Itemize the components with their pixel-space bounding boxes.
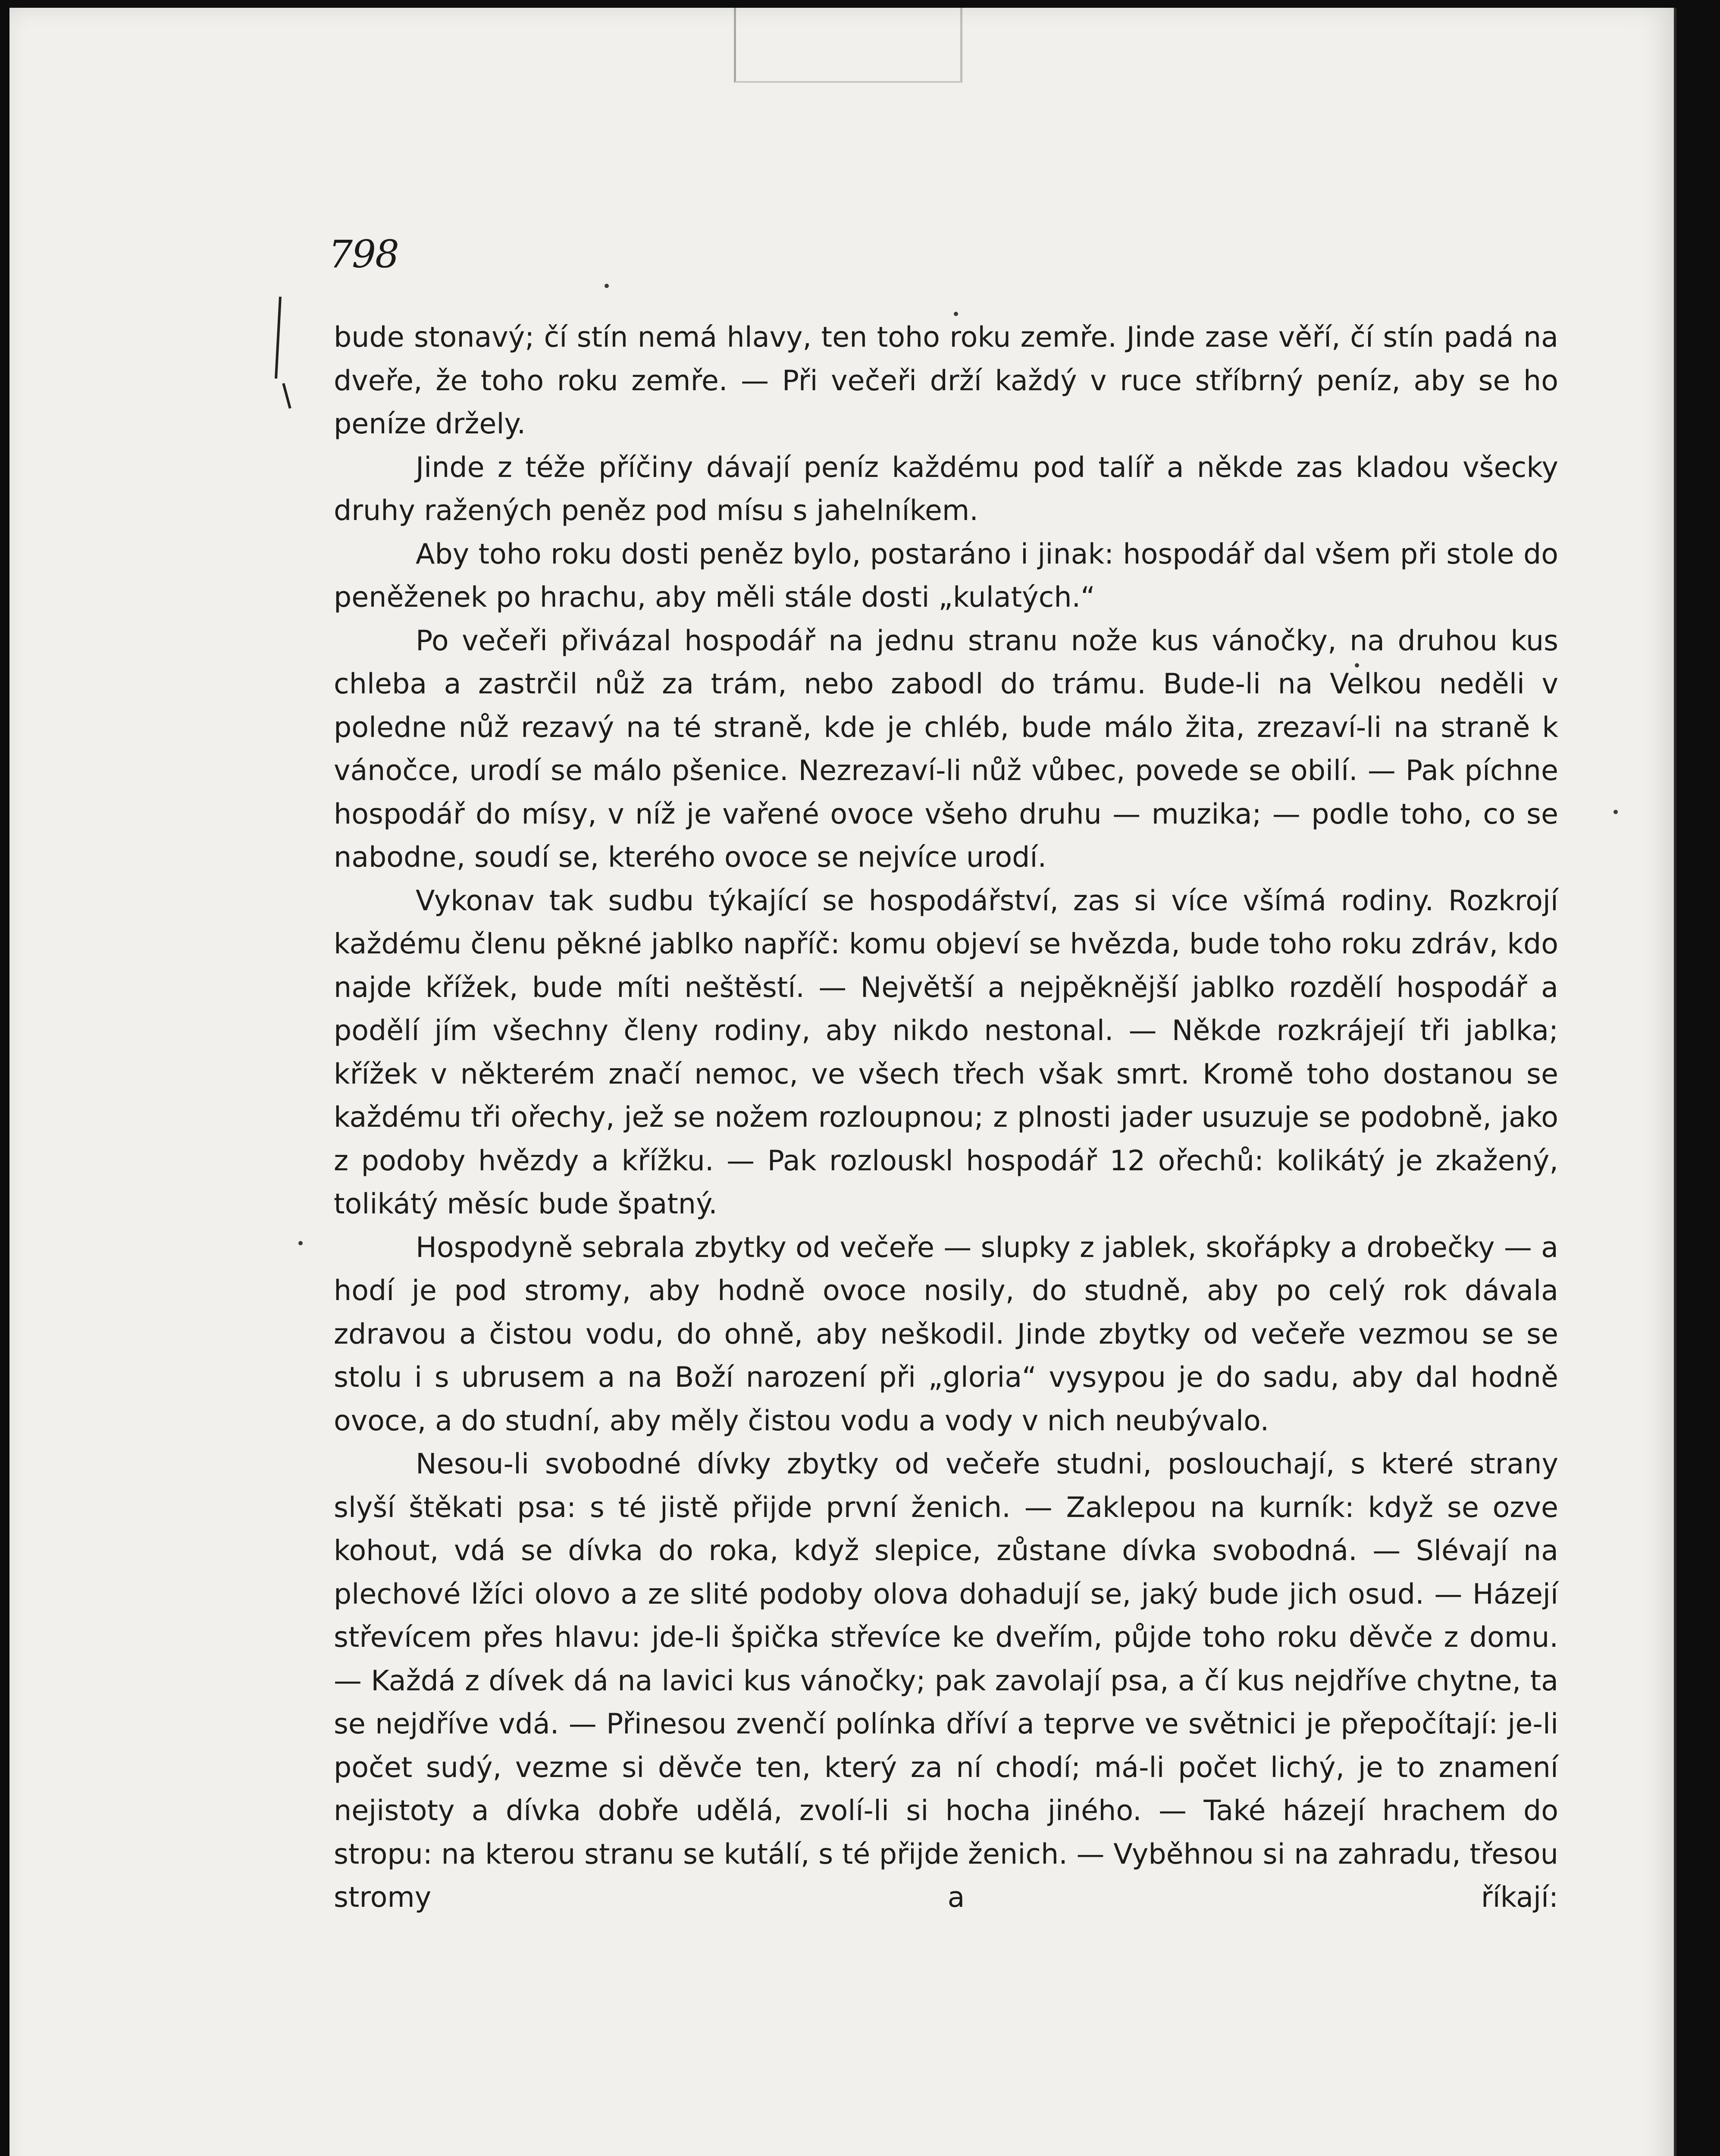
page-number: 798 [329, 232, 398, 276]
show-through-mark [734, 8, 962, 83]
paragraph: Po večeři přivázal hospodář na jednu stranu nože kus vánočky, na druhou kus chleba a zastrčil nůž za trám, nebo zabodl do trámu. Bude-li na Velkou neděli v poledne nůž rezavý na té straně, kde je chléb, bude málo žita, zrezaví-li na straně k vánočce, urodí se málo pšenice. Nezrezaví-li nůž vůbec, povede se obilí. — Pak píchne hospodář do mísy, v níž je vařené ovoce všeho druhu — muzika; — podle toho, co se nabodne, soudí se, kterého ovoce se nejvíce urodí. [334, 624, 1558, 874]
paragraph: Vykonav tak sudbu týkající se hospodářství, zas si více všímá rodiny. Rozkrojí každému členu pěkné jablko napříč: komu objeví se hvězda, bude toho roku zdráv, kdo najde křížek, bude míti neštěstí. — Největší a nejpěknější jablko rozdělí hospodář a podělí jím všechny členy rodiny, aby nikdo nestonal. — Někde rozkrájejí tři jablka; křížek v některém značí nemoc, ve všech třech však smrt. Kromě toho dostanou se každému tři ořechy, jež se nožem rozloupnou; z plnosti jader usuzuje se podobně, jako z podoby hvězdy a křížku. — Pak rozlouskl hospodář 12 ořechů: kolikátý je zkažený, tolikátý měsíc bude špatný. [334, 884, 1558, 1220]
book-page [9, 8, 1676, 2156]
speck [1613, 810, 1618, 814]
body-text [334, 316, 1558, 1920]
speck [954, 312, 958, 316]
speck [605, 284, 609, 288]
paragraph: Nesou-li svobodné dívky zbytky od večeře studni, poslouchají, s které strany slyší štěkati psa: s té jistě přijde první ženich. — Zaklepou na kurník: když se ozve kohout, vdá se dívka do roka, když slepice, zůstane dívka svobodná. — Slévají na plechové lžíci olovo a ze slité podoby olova dohadují se, jaký bude jich osud. — Házejí střevícem přes hlavu: jde-li špička střevíce ke dveřím, půjde toho roku děvče z domu. — Každá z dívek dá na lavici kus vánočky; pak zavolají psa, a čí kus nejdříve chytne, ta se nejdříve vdá. — Přinesou zvenčí polínka dříví a teprve ve světnici je přepočítají: je-li počet sudý, vezme si děvče ten, který za ní chodí; má-li počet lichý, je to znamení nejistoty a dívka dobře udělá, zvolí-li si hocha jiného. — Také házejí hrachem do stropu: na kterou stranu se kutálí, s té přijde ženich. — Vyběhnou si na zahradu, třesou stromy a říkají: [334, 1448, 1559, 1914]
paragraph: Aby toho roku dosti peněz bylo, postaráno i jinak: hospodář dal všem při stole do peněženek po hrachu, aby měli stále dosti „kulatých.“ [334, 538, 1558, 614]
paragraph: Jinde z téže příčiny dávají peníz každému pod talíř a někde zas kladou všecky druhy ražených peněz pod mísu s jahelníkem. [334, 451, 1558, 527]
margin-mark [275, 297, 282, 379]
margin-mark [282, 383, 291, 409]
paragraph: Hospodyně sebrala zbytky od večeře — slupky z jablek, skořápky a drobečky — a hodí je pod stromy, aby hodně ovoce nosily, do studně, aby po celý rok dávala zdravou a čistou vodu, do ohně, aby neškodil. Jinde zbytky od večeře vezmou se se stolu i s ubrusem a na Boží narození při „gloria“ vysypou je do sadu, aby dal hodně ovoce, a do studní, aby měly čistou vodu a vody v nich neubývalo. [334, 1231, 1558, 1437]
paragraph: bude stonavý; čí stín nemá hlavy, ten toho roku zemře. Jinde zase věří, čí stín padá na dveře, že toho roku zemře. — Při večeři drží každý v ruce stříbrný peníz, aby se ho peníze držely. [334, 321, 1558, 440]
speck [298, 1241, 303, 1245]
